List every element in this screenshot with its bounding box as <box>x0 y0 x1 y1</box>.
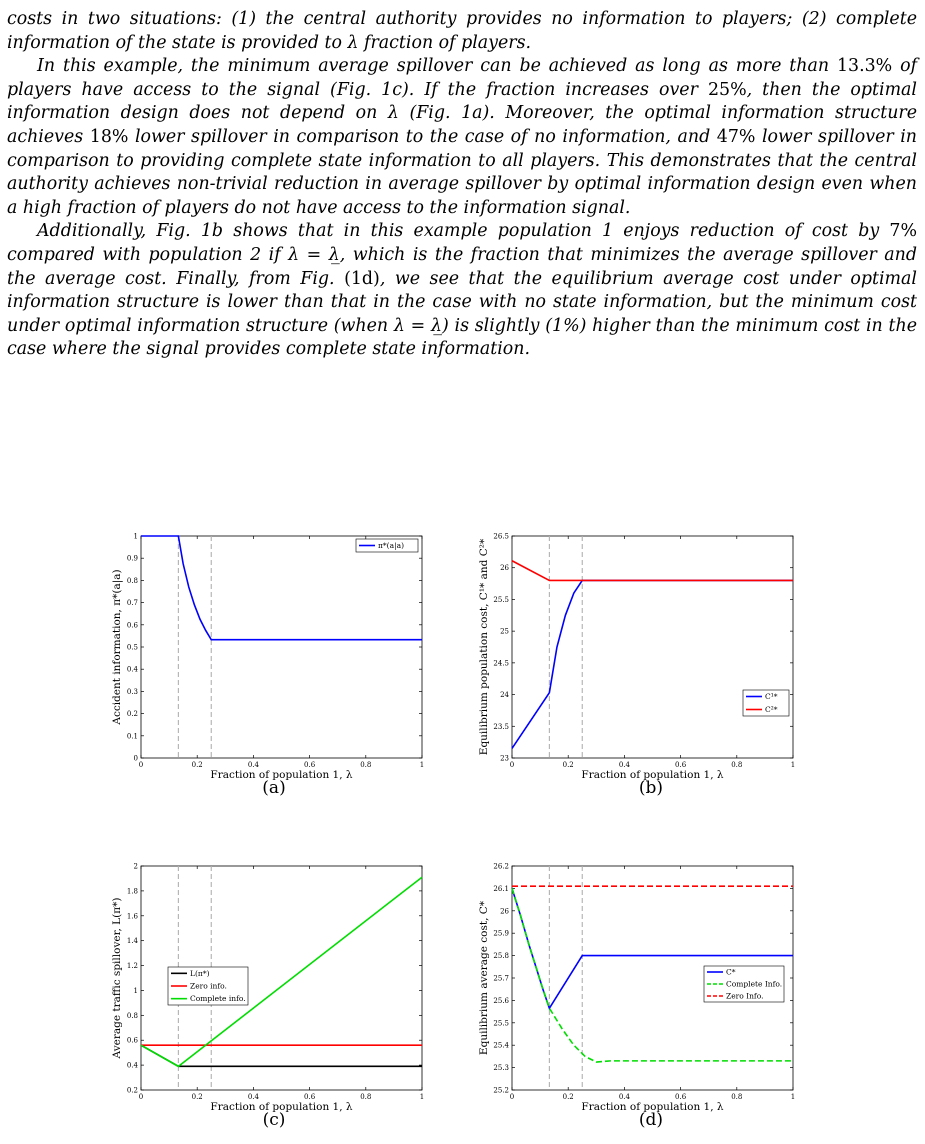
y-tick-label: 0.6 <box>126 621 138 630</box>
p2-text-g: lower spillover in comparison to the case of no information, and <box>128 126 717 147</box>
legend-label: π*(a|a) <box>378 541 405 550</box>
x-tick-label: 0.8 <box>731 761 743 769</box>
p2-value-1: 13.3% <box>836 56 893 77</box>
y-tick-label: 0 <box>133 754 138 763</box>
legend <box>704 966 784 1002</box>
y-tick-label: 1.6 <box>126 912 138 921</box>
plot-frame <box>512 536 793 758</box>
x-tick-label: 0.8 <box>731 1093 743 1101</box>
x-tick-label: 0 <box>509 1093 515 1101</box>
y-tick-label: 25.6 <box>493 996 509 1005</box>
x-tick-label: 0.4 <box>247 761 259 769</box>
legend-label: Complete Info. <box>726 979 783 989</box>
caption-d: (d) <box>638 1110 664 1130</box>
chart-d <box>478 863 795 1114</box>
y-tick-label: 25.8 <box>493 952 509 961</box>
x-tick-label: 0.4 <box>247 1093 259 1101</box>
y-tick-label: 23 <box>500 754 509 763</box>
y-tick-label: 25.5 <box>493 1019 509 1028</box>
chart-a <box>111 533 424 782</box>
p2-text-e: , then the optimal information design does not depend on λ (Fig. 1a). Moreover, the optimal information structure achieves <box>7 79 917 147</box>
y-tick-label: 25.4 <box>493 1041 509 1050</box>
caption-b: (b) <box>638 778 664 798</box>
legend-label: C¹* <box>765 692 778 701</box>
y-tick-label: 25.9 <box>493 929 509 938</box>
y-tick-label: 1.2 <box>126 962 138 971</box>
chart-c <box>111 863 424 1114</box>
y-tick-label: 25.7 <box>493 974 509 983</box>
legend-label: Zero Info. <box>726 991 764 1001</box>
p2-value-4: 47% <box>716 126 756 147</box>
x-tick-label: 0.2 <box>562 761 574 769</box>
y-tick-label: 26 <box>500 907 509 916</box>
x-tick-label: 1 <box>790 761 796 769</box>
x-tick-label: 1 <box>790 1093 796 1101</box>
legend-label: C²* <box>765 705 778 714</box>
y-tick-label: 23.5 <box>493 722 509 731</box>
x-tick-label: 0.6 <box>675 1093 687 1101</box>
y-tick-label: 26.5 <box>493 532 509 541</box>
y-tick-label: 25.3 <box>493 1064 509 1073</box>
y-tick-label: 1 <box>133 986 138 995</box>
x-tick-label: 0.8 <box>360 1093 372 1101</box>
y-tick-label: 25.5 <box>493 595 509 604</box>
legend-label: Complete info. <box>190 994 246 1004</box>
paragraph-1-text: costs in two situations: (1) the central authority provides no information to players; (2) complete information of the state is provided to λ fraction of players. <box>7 9 917 53</box>
p3-text-a: Additionally, Fig. 1b shows that in this example population 1 enjoys reduction of cost by <box>37 221 890 242</box>
y-tick-label: 0.2 <box>126 710 138 719</box>
y-tick-label: 0.6 <box>126 1036 138 1045</box>
y-tick-label: 1.4 <box>126 937 138 946</box>
y-tick-label: 0.8 <box>126 1011 138 1020</box>
p2-value-2: 25% <box>707 79 747 100</box>
p2-text-a: In this example, the minimum average spillover can be achieved as long as more than <box>37 56 837 77</box>
y-axis-label: Average traffic spillover, L(π*) <box>111 897 123 1059</box>
y-tick-label: 0.3 <box>126 687 138 696</box>
x-tick-label: 0 <box>509 761 515 769</box>
y-tick-label: 25.2 <box>493 1086 509 1095</box>
x-tick-label: 0.2 <box>191 761 203 769</box>
caption-c: (c) <box>262 1110 286 1130</box>
y-tick-label: 26.2 <box>493 862 509 871</box>
y-tick-label: 0.2 <box>126 1086 138 1095</box>
y-tick-label: 0.5 <box>126 643 138 652</box>
y-tick-label: 2 <box>133 862 138 871</box>
y-axis-label: Equilibrium population cost, C¹* and C²* <box>478 538 490 756</box>
y-tick-label: 0.7 <box>126 599 138 608</box>
y-tick-label: 25 <box>500 627 509 636</box>
p3-text-c: compared with population 2 if λ = λ̲, which is the fraction that minimizes the average spillover and the average cost. Finally, from Fig. <box>7 244 917 289</box>
x-tick-label: 0.4 <box>618 761 630 769</box>
legend-label: Zero info. <box>190 981 227 991</box>
x-tick-label: 0.2 <box>562 1093 574 1101</box>
y-tick-label: 0.9 <box>126 554 138 563</box>
x-tick-label: 0.2 <box>191 1093 203 1101</box>
legend <box>168 967 248 1005</box>
y-tick-label: 24.5 <box>493 659 509 668</box>
x-tick-label: 0.8 <box>360 761 372 769</box>
x-tick-label: 0.4 <box>618 1093 630 1101</box>
x-tick-label: 1 <box>419 761 425 769</box>
x-axis-label: Fraction of population 1, λ <box>210 1101 353 1113</box>
p2-text-i: lower spillover in comparison to providing complete state information to all players. This demonstrates that the central authority achieves non-trivial reduction in average spillover by optimal information design even when a high fraction of players do not have access to the information signal. <box>7 126 918 218</box>
y-tick-label: 1.8 <box>126 887 138 896</box>
y-tick-label: 0.4 <box>126 1061 138 1070</box>
x-axis-label: Fraction of population 1, λ <box>581 769 724 781</box>
chart-b <box>478 533 795 782</box>
x-axis-label: Fraction of population 1, λ <box>210 769 353 781</box>
p3-fig-ref: (1d) <box>344 268 380 289</box>
x-tick-label: 0.6 <box>304 1093 316 1101</box>
y-tick-label: 26 <box>500 564 509 573</box>
legend <box>356 539 418 552</box>
y-tick-label: 24 <box>500 691 509 700</box>
y-axis-label: Accident information, π*(a|a) <box>111 569 123 725</box>
x-axis-label: Fraction of population 1, λ <box>581 1101 724 1113</box>
x-tick-label: 0.6 <box>304 761 316 769</box>
legend <box>743 690 789 716</box>
caption-a: (a) <box>262 778 286 798</box>
legend-label: L(π*) <box>190 968 210 978</box>
p2-text-c: of players have access to the signal (Fig. 1c). If the fraction increases over <box>7 56 918 100</box>
y-tick-label: 0.8 <box>126 576 138 585</box>
p3-text-e: , we see that the equilibrium average cost under optimal information structure is lower than that in the case with no state information, but the minimum cost under optimal information structure (when λ = λ̲) is slightly (1%) higher than the minimum cost in the case where the signal provides complete state information. <box>7 268 917 360</box>
y-axis-label: Equilibrium average cost, C* <box>478 900 490 1056</box>
x-tick-label: 0 <box>138 761 144 769</box>
y-tick-label: 0.1 <box>126 732 138 741</box>
y-tick-label: 26.1 <box>493 884 509 893</box>
y-tick-label: 1 <box>133 532 138 541</box>
legend-label: C* <box>726 967 736 977</box>
x-tick-label: 0 <box>138 1093 144 1101</box>
p2-value-3: 18% <box>89 126 129 147</box>
p3-value-1: 7% <box>889 221 917 242</box>
x-tick-label: 0.6 <box>675 761 687 769</box>
x-tick-label: 1 <box>419 1093 425 1101</box>
plot-frame <box>141 536 422 758</box>
y-tick-label: 0.4 <box>126 665 138 674</box>
